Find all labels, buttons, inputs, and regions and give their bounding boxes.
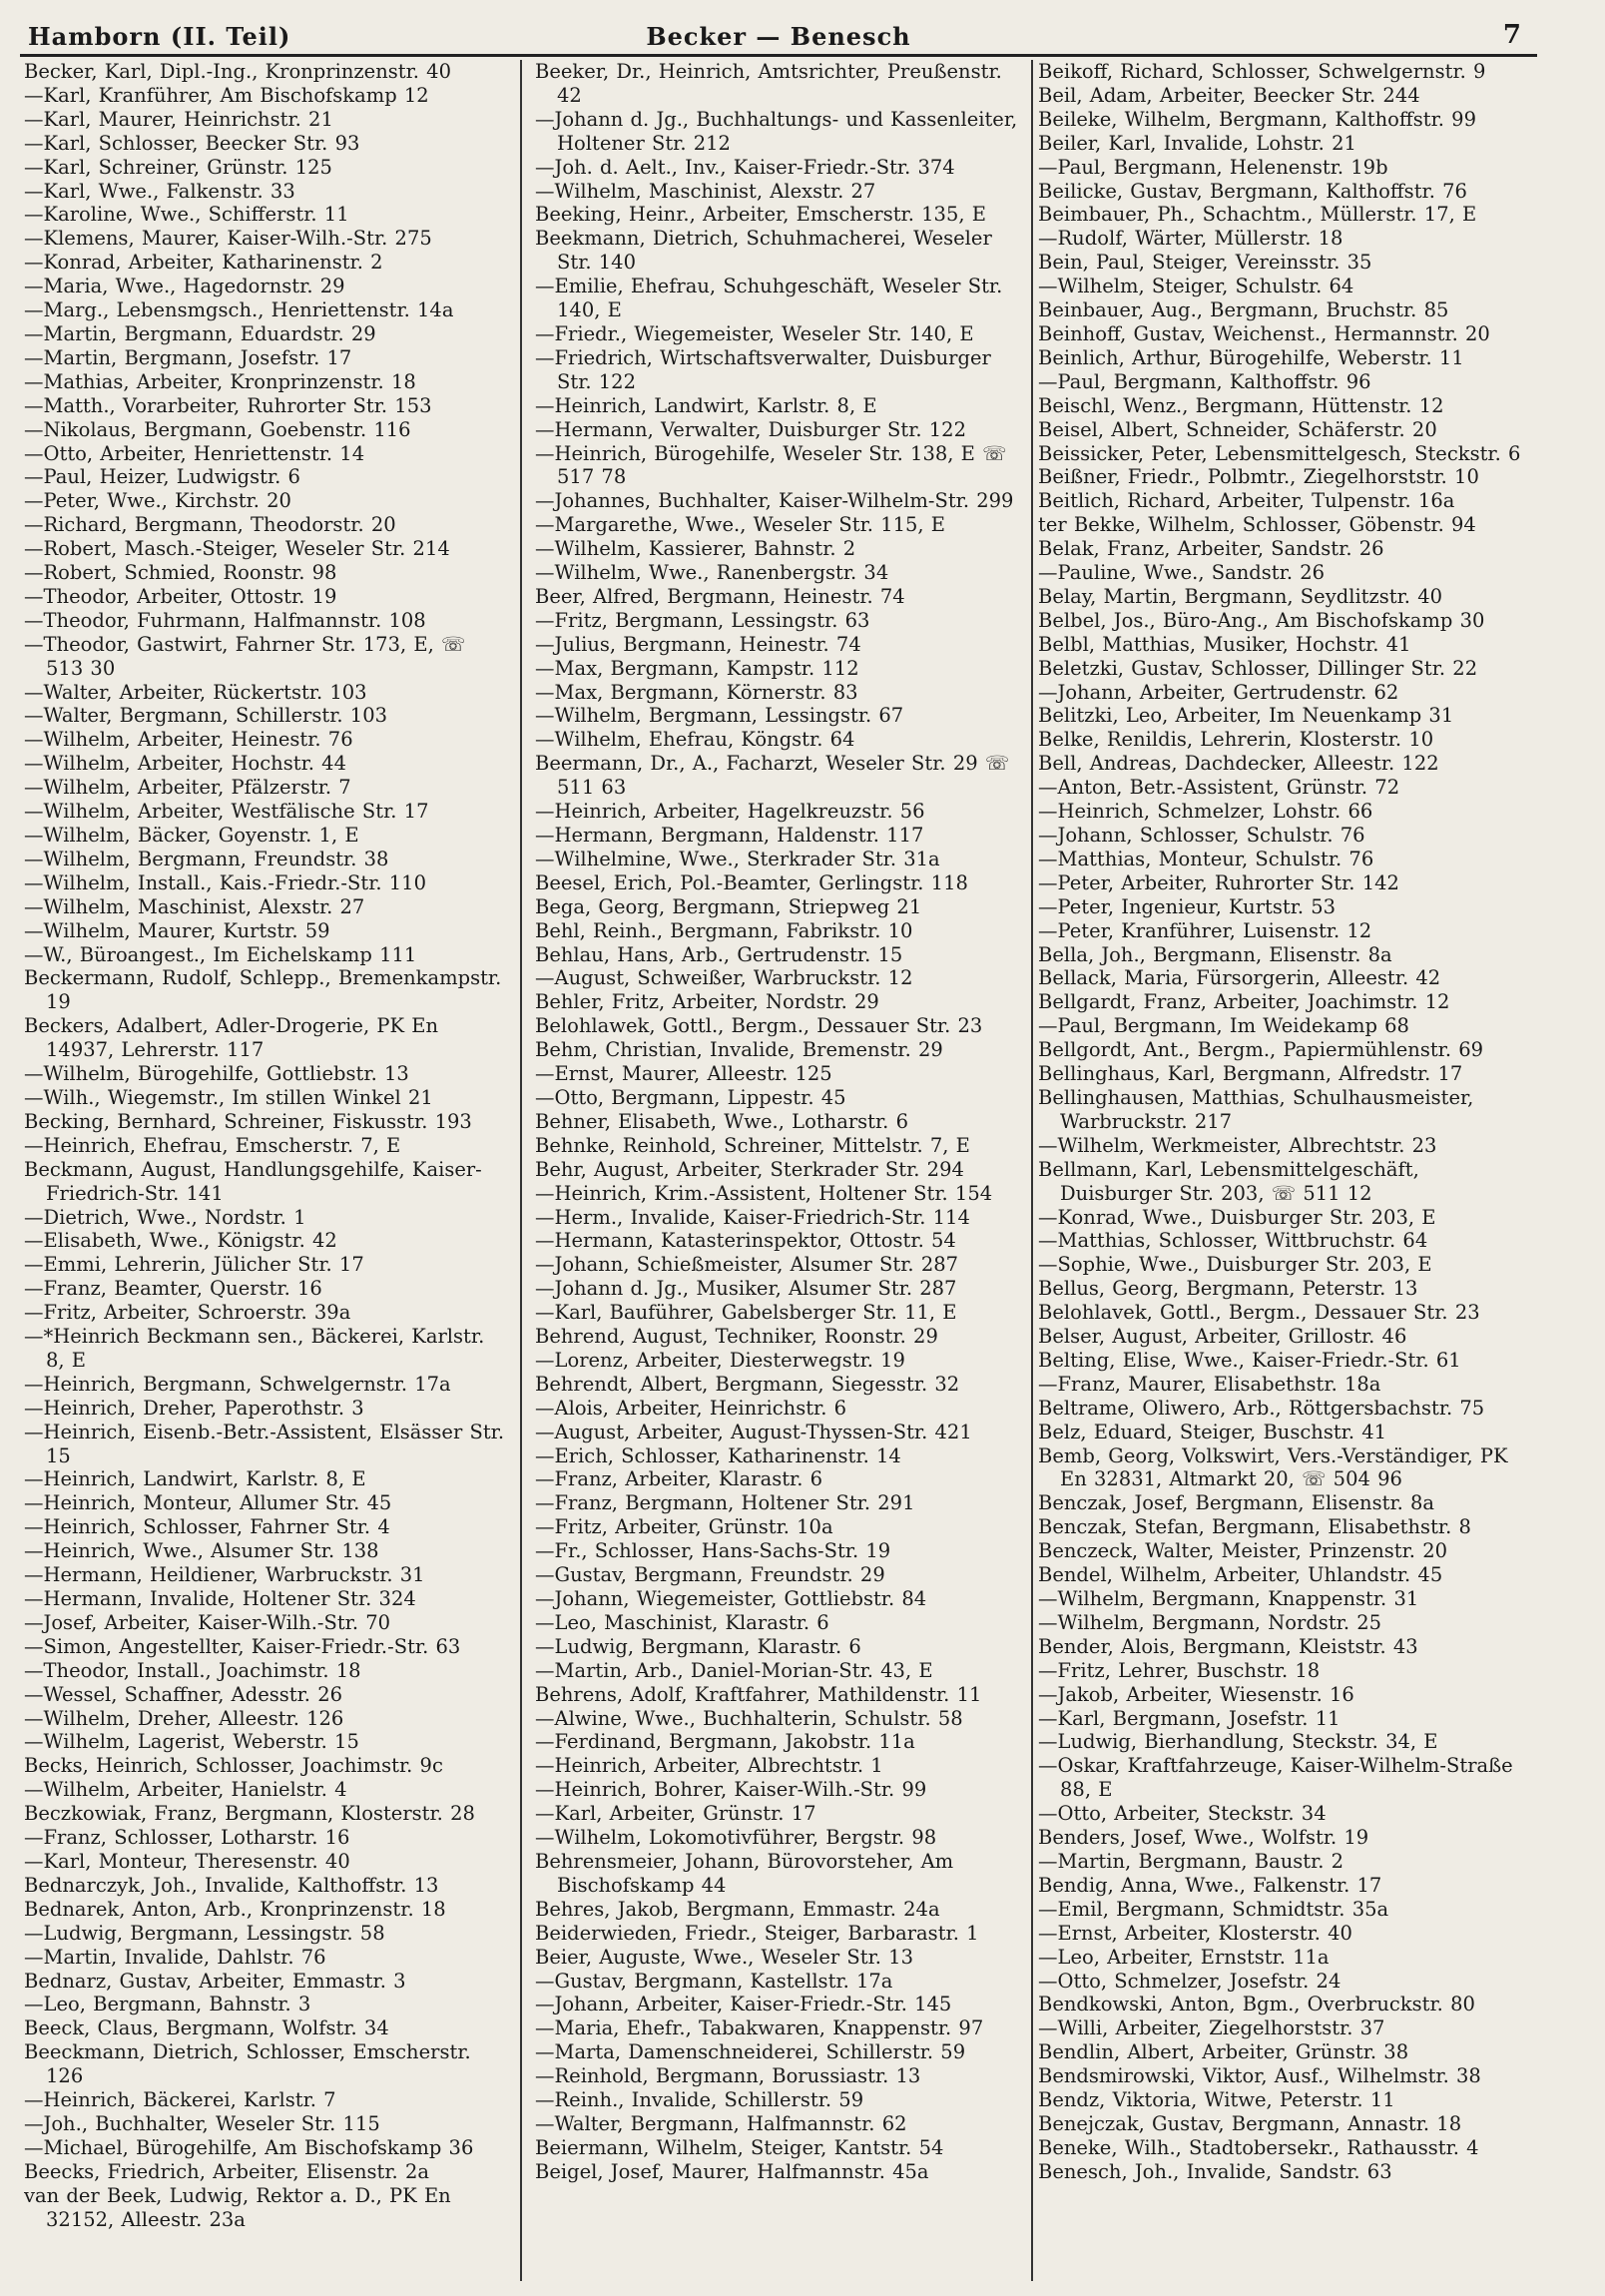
directory-entry: —Heinrich, Landwirt, Karlstr. 8, E [535,393,877,417]
directory-entry: —Wilhelm, Bergmann, Freundstr. 38 [24,847,389,870]
directory-entry: —Wilhelm, Maschinist, Alexstr. 27 [535,179,876,203]
directory-entry: Bender, Alois, Bergmann, Kleiststr. 43 [1038,1634,1418,1658]
directory-entry: Beltrame, Oliwero, Arb., Röttgersbachstr. 75 [1038,1396,1485,1420]
directory-entry: Beißner, Friedr., Polbmtr., Ziegelhorststr. 10 [1038,465,1479,489]
directory-entry: —Heinrich, Bürogehilfe, Weseler Str. 138, E ☏ 517 78 [535,441,1007,489]
directory-entry: Behm, Christian, Invalide, Bremenstr. 29 [535,1038,943,1062]
directory-entry: —Martin, Invalide, Dahlstr. 76 [24,1945,326,1969]
directory-entry: Becker, Karl, Dipl.-Ing., Kronprinzenstr. 40 [24,60,451,83]
column-2 [535,60,1028,2286]
directory-entry: —Richard, Bergmann, Theodorstr. 20 [24,513,396,537]
directory-entry: —Emilie, Ehefrau, Schuhgeschäft, Weseler Str. 140, E [535,275,1003,322]
directory-entry: —Martin, Bergmann, Baustr. 2 [1038,1849,1344,1873]
directory-entry: —Johann, Arbeiter, Gertrudenstr. 62 [1038,680,1399,704]
directory-entry: Beikoff, Richard, Schlosser, Schwelgernstr. 9 [1038,60,1486,83]
directory-entry: Bendel, Wilhelm, Arbeiter, Uhlandstr. 45 [1038,1563,1443,1587]
directory-entry: —Karl, Maurer, Heinrichstr. 21 [24,107,333,131]
directory-entry: —Johannes, Buchhalter, Kaiser-Wilhelm-Str. 299 [535,489,1014,513]
directory-entry: Beer, Alfred, Bergmann, Heinestr. 74 [535,584,905,608]
directory-entry: —Wilhelm, Maurer, Kurtstr. 59 [24,918,330,942]
page-header [20,14,1537,57]
directory-entry: —Paul, Bergmann, Im Weidekamp 68 [1038,1014,1409,1038]
directory-entry: —Alois, Arbeiter, Heinrichstr. 6 [535,1396,847,1420]
directory-entry: Belting, Elise, Wwe., Kaiser-Friedr.-Str. 61 [1038,1348,1461,1372]
directory-entry: —Wessel, Schaffner, Adesstr. 26 [24,1682,343,1706]
directory-entry: —Ludwig, Bergmann, Lessingstr. 58 [24,1921,385,1945]
directory-entry: Beeker, Dr., Heinrich, Amtsrichter, Preußenstr. 42 [535,60,1002,107]
directory-entry: Beletzki, Gustav, Schlosser, Dillinger Str. 22 [1038,656,1478,680]
column-1 [24,60,509,2286]
directory-entry: —Wilhelm, Lagerist, Weberstr. 15 [24,1730,359,1754]
directory-entry: Benejczak, Gustav, Bergmann, Annastr. 18 [1038,2111,1462,2135]
directory-entry: —Pauline, Wwe., Sandstr. 26 [1038,561,1326,585]
directory-entry: —Fritz, Arbeiter, Schroerstr. 39a [24,1301,351,1325]
directory-entry: —Ludwig, Bergmann, Klarastr. 6 [535,1634,861,1658]
directory-entry: Benczak, Josef, Bergmann, Elisenstr. 8a [1038,1491,1435,1515]
directory-entry: —Matthias, Schlosser, Wittbruchstr. 64 [1038,1229,1428,1253]
directory-entry: —Robert, Schmied, Roonstr. 98 [24,561,337,585]
directory-entry: —Karl, Bergmann, Josefstr. 11 [1038,1706,1340,1730]
directory-entry: —Simon, Angestellter, Kaiser-Friedr.-Str. 63 [24,1634,461,1658]
directory-entry: —Heinrich, Krim.-Assistent, Holtener Str. 154 [535,1181,993,1205]
directory-entry: —Rudolf, Wärter, Müllerstr. 18 [1038,227,1343,251]
directory-entry: —Hermann, Invalide, Holtener Str. 324 [24,1587,416,1610]
directory-entry: —Max, Bergmann, Körnerstr. 83 [535,680,858,704]
directory-entry: —Erich, Schlosser, Katharinenstr. 14 [535,1443,901,1467]
directory-entry: —Dietrich, Wwe., Nordstr. 1 [24,1205,306,1229]
directory-entry: —Emmi, Lehrerin, Jülicher Str. 17 [24,1253,364,1277]
directory-entry: —Hermann, Katasterinspektor, Ottostr. 54 [535,1229,956,1253]
directory-entry: —Franz, Maurer, Elisabethstr. 18a [1038,1372,1381,1396]
directory-entry: Beigel, Josef, Maurer, Halfmannstr. 45a [535,2159,929,2183]
directory-entry: —Wilhelm, Arbeiter, Hanielstr. 4 [24,1778,347,1802]
directory-entry: —Martin, Arb., Daniel-Morian-Str. 43, E [535,1658,933,1682]
directory-entry: —Heinrich, Bohrer, Kaiser-Wilh.-Str. 99 [535,1778,927,1802]
directory-entry: Beiler, Karl, Invalide, Lohstr. 21 [1038,131,1356,155]
directory-entry: Beckmann, August, Handlungsgehilfe, Kaiser-Friedrich-Str. 141 [24,1157,482,1205]
directory-entry: —Joh., Buchhalter, Weseler Str. 115 [24,2111,380,2135]
directory-entry: —Theodor, Fuhrmann, Halfmannstr. 108 [24,608,426,632]
directory-entry: —Wilh., Wiegemstr., Im stillen Winkel 21 [24,1085,433,1109]
directory-entry: —Wilhelm, Bäcker, Goyenstr. 1, E [24,824,359,847]
directory-entry: —Wilhelm, Kassierer, Bahnstr. 2 [535,537,856,561]
directory-entry: —Karl, Schreiner, Grünstr. 125 [24,155,332,179]
directory-entry: —Friedr., Wiegemeister, Weseler Str. 140, E [535,321,974,345]
directory-entry: —Fritz, Bergmann, Lessingstr. 63 [535,608,870,632]
directory-entry: —Joh. d. Aelt., Inv., Kaiser-Friedr.-Str. 374 [535,155,955,179]
directory-entry: —Fritz, Arbeiter, Grünstr. 10a [535,1515,833,1539]
directory-entry: Beeking, Heinr., Arbeiter, Emscherstr. 135, E [535,203,986,227]
directory-entry: —Heinrich, Bergmann, Schwelgernstr. 17a [24,1372,451,1396]
directory-entry: —Elisabeth, Wwe., Königstr. 42 [24,1229,337,1253]
directory-entry: —Heinrich, Monteur, Allumer Str. 45 [24,1491,392,1515]
directory-entry: Beinbauer, Aug., Bergmann, Bruchstr. 85 [1038,298,1449,322]
header-range: Becker — Benesch [646,22,911,51]
directory-entry: Beesel, Erich, Pol.-Beamter, Gerlingstr. 118 [535,870,968,894]
directory-entry: —Franz, Bergmann, Holtener Str. 291 [535,1491,915,1515]
directory-entry: —Wilhelm, Bergmann, Knappenstr. 31 [1038,1587,1419,1610]
directory-entry: Bella, Joh., Bergmann, Elisenstr. 8a [1038,942,1392,966]
directory-entry: —Karl, Schlosser, Beecker Str. 93 [24,131,360,155]
directory-entry: —Franz, Arbeiter, Klarastr. 6 [535,1467,823,1491]
directory-entry: Belz, Eduard, Steiger, Buschstr. 41 [1038,1420,1387,1443]
directory-entry: Beissicker, Peter, Lebensmittelgesch, Steckstr. 6 [1038,441,1521,465]
directory-entry: —Otto, Schmelzer, Josefstr. 24 [1038,1969,1341,1993]
directory-entry: —Oskar, Kraftfahrzeuge, Kaiser-Wilhelm-Straße 88, E [1038,1754,1513,1802]
directory-entry: Bellgardt, Franz, Arbeiter, Joachimstr. 12 [1038,990,1450,1014]
directory-entry: —Wilhelm, Maschinist, Alexstr. 27 [24,894,365,918]
directory-entry: —Hermann, Verwalter, Duisburger Str. 122 [535,417,966,441]
directory-entry: Beisel, Albert, Schneider, Schäferstr. 20 [1038,417,1437,441]
directory-entry: —Leo, Bergmann, Bahnstr. 3 [24,1993,311,2016]
directory-entry: —August, Arbeiter, August-Thyssen-Str. 421 [535,1420,972,1443]
directory-entry: —Karl, Wwe., Falkenstr. 33 [24,179,295,203]
directory-entry: Behrend, August, Techniker, Roonstr. 29 [535,1325,938,1349]
directory-entry: Behlau, Hans, Arb., Gertrudenstr. 15 [535,942,903,966]
directory-entry: van der Beek, Ludwig, Rektor a. D., PK En 32152, Alleestr. 23a [24,2183,451,2231]
directory-entry: Behrens, Adolf, Kraftfahrer, Mathildenstr. 11 [535,1682,982,1706]
directory-entry: Bednarz, Gustav, Arbeiter, Emmastr. 3 [24,1969,406,1993]
directory-entry: Bellus, Georg, Bergmann, Peterstr. 13 [1038,1277,1418,1301]
directory-entry: —Wilhelm, Ehefrau, Köngstr. 64 [535,728,855,752]
directory-entry: —Leo, Arbeiter, Ernststr. 11a [1038,1945,1330,1969]
directory-entry: Beimbauer, Ph., Schachtm., Müllerstr. 17, E [1038,203,1477,227]
directory-entry: Bega, Georg, Bergmann, Striepweg 21 [535,894,922,918]
directory-entry: —Heinrich, Bäckerei, Karlstr. 7 [24,2088,336,2112]
directory-entry: Bemb, Georg, Volkswirt, Vers.-Verständiger, PK En 32831, Altmarkt 20, ☏ 504 96 [1038,1443,1508,1491]
directory-entry: —Leo, Maschinist, Klarastr. 6 [535,1610,829,1634]
directory-entry: —Wilhelm, Bergmann, Lessingstr. 67 [535,704,904,728]
directory-entry: Bendkowski, Anton, Bgm., Overbruckstr. 80 [1038,1993,1475,2016]
directory-entry: —Heinrich, Schlosser, Fahrner Str. 4 [24,1515,390,1539]
directory-entry: —Peter, Wwe., Kirchstr. 20 [24,489,291,513]
directory-entry: —Wilhelm, Arbeiter, Westfälische Str. 17 [24,800,429,824]
directory-entry: —Heinrich, Dreher, Paperothstr. 3 [24,1396,364,1420]
directory-entry: Beiderwieden, Friedr., Steiger, Barbarastr. 1 [535,1921,979,1945]
directory-entry: —Wilhelm, Dreher, Alleestr. 126 [24,1706,344,1730]
directory-entry: Beeckmann, Dietrich, Schlosser, Emscherstr. 126 [24,2040,471,2088]
directory-entry: —Wilhelm, Wwe., Ranenbergstr. 34 [535,561,889,585]
directory-entry: —Konrad, Arbeiter, Katharinenstr. 2 [24,251,383,275]
directory-entry: —Margarethe, Wwe., Weseler Str. 115, E [535,513,946,537]
directory-entry: Beileke, Wilhelm, Bergmann, Kalthoffstr. 99 [1038,107,1476,131]
directory-entry: —Alwine, Wwe., Buchhalterin, Schulstr. 58 [535,1706,963,1730]
directory-entry: —Heinrich, Landwirt, Karlstr. 8, E [24,1467,366,1491]
directory-entry: —Matthias, Monteur, Schulstr. 76 [1038,847,1374,870]
directory-entry: —Fr., Schlosser, Hans-Sachs-Str. 19 [535,1539,891,1563]
directory-entry: —Konrad, Wwe., Duisburger Str. 203, E [1038,1205,1436,1229]
directory-entry: Benczak, Stefan, Bergmann, Elisabethstr. 8 [1038,1515,1471,1539]
directory-entry: ter Bekke, Wilhelm, Schlosser, Göbenstr. 94 [1038,513,1476,537]
directory-entry: Belohlawek, Gottl., Bergm., Dessauer Str. 23 [535,1014,983,1038]
directory-entry: —Karoline, Wwe., Schifferstr. 11 [24,203,349,227]
directory-entry: Bein, Paul, Steiger, Vereinsstr. 35 [1038,251,1372,275]
directory-entry: —Peter, Arbeiter, Ruhrorter Str. 142 [1038,870,1399,894]
directory-entry: —*Heinrich Beckmann sen., Bäckerei, Karlstr. 8, E [24,1325,485,1372]
directory-entry: Bendsmirowski, Viktor, Ausf., Wilhelmstr. 38 [1038,2064,1481,2088]
directory-entry: —Reinh., Invalide, Schillerstr. 59 [535,2088,864,2112]
directory-entry: —Martin, Bergmann, Eduardstr. 29 [24,321,376,345]
column-3 [1038,60,1537,2286]
directory-entry: Bendig, Anna, Wwe., Falkenstr. 17 [1038,1873,1382,1897]
directory-entry: —Walter, Bergmann, Schillerstr. 103 [24,704,388,728]
column-divider [520,60,522,2281]
directory-entry: Belser, August, Arbeiter, Grillostr. 46 [1038,1325,1407,1349]
directory-entry: —Johann, Arbeiter, Kaiser-Friedr.-Str. 145 [535,1993,952,2016]
directory-entry: —Heinrich, Wwe., Alsumer Str. 138 [24,1539,379,1563]
directory-entry: —Wilhelm, Install., Kais.-Friedr.-Str. 110 [24,870,426,894]
directory-entry: —Hermann, Bergmann, Haldenstr. 117 [535,824,924,847]
directory-entry: Behres, Jakob, Bergmann, Emmastr. 24a [535,1897,940,1921]
directory-entry: Beinhoff, Gustav, Weichenst., Hermannstr. 20 [1038,321,1490,345]
directory-entry: —Johann, Schießmeister, Alsumer Str. 287 [535,1253,959,1277]
directory-entry: —Nikolaus, Bergmann, Goebenstr. 116 [24,417,411,441]
directory-entry: —August, Schweißer, Warbruckstr. 12 [535,966,913,990]
directory-entry: Behrendt, Albert, Bergmann, Siegesstr. 32 [535,1372,960,1396]
directory-entry: —Wilhelm, Arbeiter, Hochstr. 44 [24,752,346,776]
directory-entry: —Wilhelm, Bürogehilfe, Gottliebstr. 13 [24,1062,409,1086]
directory-entry: —Theodor, Arbeiter, Ottostr. 19 [24,584,337,608]
directory-entry: —Reinhold, Bergmann, Borussiastr. 13 [535,2064,921,2088]
directory-entry: —Peter, Ingenieur, Kurtstr. 53 [1038,894,1337,918]
directory-entry: —Max, Bergmann, Kampstr. 112 [535,656,859,680]
header-section: Hamborn (II. Teil) [28,22,291,51]
directory-entry: Belbl, Matthias, Musiker, Hochstr. 41 [1038,632,1411,656]
directory-entry: —Willi, Arbeiter, Ziegelhorststr. 37 [1038,2016,1385,2040]
directory-entry: Bellack, Maria, Fürsorgerin, Alleestr. 42 [1038,966,1441,990]
directory-entry: —Robert, Masch.-Steiger, Weseler Str. 214 [24,537,450,561]
directory-entry: —Mathias, Arbeiter, Kronprinzenstr. 18 [24,369,416,393]
directory-entry: —Matth., Vorarbeiter, Ruhrorter Str. 153 [24,393,432,417]
directory-entry: —Otto, Arbeiter, Steckstr. 34 [1038,1802,1327,1826]
directory-entry: Behr, August, Arbeiter, Sterkrader Str. 294 [535,1157,964,1181]
directory-entry: —Johann d. Jg., Musiker, Alsumer Str. 287 [535,1277,957,1301]
directory-entry: Beinlich, Arthur, Bürogehilfe, Weberstr. 11 [1038,345,1464,369]
directory-entry: Beermann, Dr., A., Facharzt, Weseler Str. 29 ☏ 511 63 [535,752,1010,800]
directory-entry: —Maria, Wwe., Hagedornstr. 29 [24,275,345,298]
directory-entry: Beneke, Wilh., Stadtobersekr., Rathausstr. 4 [1038,2135,1479,2159]
directory-entry: —Martin, Bergmann, Josefstr. 17 [24,345,352,369]
directory-entry: —Emil, Bergmann, Schmidtstr. 35a [1038,1897,1389,1921]
directory-entry: —Paul, Bergmann, Helenenstr. 19b [1038,155,1388,179]
directory-entry: Belak, Franz, Arbeiter, Sandstr. 26 [1038,537,1384,561]
directory-entry: —Anton, Betr.-Assistent, Grünstr. 72 [1038,776,1400,800]
directory-entry: Behl, Reinh., Bergmann, Fabrikstr. 10 [535,918,913,942]
directory-entry: —Friedrich, Wirtschaftsverwalter, Duisburger Str. 122 [535,345,991,393]
directory-entry: —Ernst, Arbeiter, Klosterstr. 40 [1038,1921,1352,1945]
directory-entry: —Otto, Arbeiter, Henriettenstr. 14 [24,441,365,465]
directory-entry: Bednarczyk, Joh., Invalide, Kalthoffstr. 13 [24,1873,439,1897]
directory-entry: Beischl, Wenz., Bergmann, Hüttenstr. 12 [1038,393,1444,417]
directory-entry: —Gustav, Bergmann, Freundstr. 29 [535,1563,885,1587]
directory-entry: Beczkowiak, Franz, Bergmann, Klosterstr. 28 [24,1802,475,1826]
directory-entry: Bednarek, Anton, Arb., Kronprinzenstr. 18 [24,1897,446,1921]
directory-entry: Beitlich, Richard, Arbeiter, Tulpenstr. 16a [1038,489,1455,513]
directory-entry: Bellinghaus, Karl, Bergmann, Alfredstr. 17 [1038,1062,1463,1086]
directory-entry: —Walter, Arbeiter, Rückertstr. 103 [24,680,367,704]
directory-entry: —Theodor, Gastwirt, Fahrner Str. 173, E, ☏ 513 30 [24,632,466,680]
directory-entry: Behler, Fritz, Arbeiter, Nordstr. 29 [535,990,879,1014]
directory-entry: —Walter, Bergmann, Halfmannstr. 62 [535,2111,907,2135]
directory-entry: —Wilhelm, Steiger, Schulstr. 64 [1038,275,1354,298]
directory-entry: —Heinrich, Schmelzer, Lohstr. 66 [1038,800,1373,824]
directory-entry: Belke, Renildis, Lehrerin, Klosterstr. 10 [1038,728,1434,752]
directory-entry: —Franz, Schlosser, Lotharstr. 16 [24,1826,350,1850]
directory-entry: —Karl, Monteur, Theresenstr. 40 [24,1849,350,1873]
directory-entry: —Wilhelm, Arbeiter, Heinestr. 76 [24,728,353,752]
directory-entry: Behnke, Reinhold, Schreiner, Mittelstr. 7, E [535,1133,970,1157]
directory-entry: Belay, Martin, Bergmann, Seydlitzstr. 40 [1038,584,1443,608]
directory-entry: —Heinrich, Eisenb.-Betr.-Assistent, Elsässer Str. 15 [24,1420,505,1467]
directory-entry: —Marta, Damenschneiderei, Schillerstr. 59 [535,2040,966,2064]
page-number: 7 [1502,20,1521,50]
directory-entry: Beier, Auguste, Wwe., Weseler Str. 13 [535,1945,913,1969]
directory-entry: —Paul, Heizer, Ludwigstr. 6 [24,465,300,489]
directory-entry: Bellinghausen, Matthias, Schulhausmeister, Warbruckstr. 217 [1038,1085,1474,1133]
directory-entry: Belitzki, Leo, Arbeiter, Im Neuenkamp 31 [1038,704,1454,728]
directory-entry: —Josef, Arbeiter, Kaiser-Wilh.-Str. 70 [24,1610,391,1634]
directory-entry: —Johann, Schlosser, Schulstr. 76 [1038,824,1365,847]
directory-entry: Behrensmeier, Johann, Bürovorsteher, Am Bischofskamp 44 [535,1849,954,1897]
directory-entry: —Fritz, Lehrer, Buschstr. 18 [1038,1658,1321,1682]
directory-entry: Bellgordt, Ant., Bergm., Papiermühlenstr. 69 [1038,1038,1484,1062]
directory-entry: Benczeck, Walter, Meister, Prinzenstr. 20 [1038,1539,1448,1563]
directory-entry: Beil, Adam, Arbeiter, Beecker Str. 244 [1038,83,1420,107]
directory-entry: —Peter, Kranführer, Luisenstr. 12 [1038,918,1372,942]
directory-entry: Behner, Elisabeth, Wwe., Lotharstr. 6 [535,1109,908,1133]
directory-entry: Bell, Andreas, Dachdecker, Alleestr. 122 [1038,752,1439,776]
directory-entry: —Sophie, Wwe., Duisburger Str. 203, E [1038,1253,1432,1277]
directory-entry: —Lorenz, Arbeiter, Diesterwegstr. 19 [535,1348,905,1372]
directory-entry: —Ferdinand, Bergmann, Jakobstr. 11a [535,1730,915,1754]
directory-entry: —Wilhelmine, Wwe., Sterkrader Str. 31a [535,847,940,870]
directory-entry: —Franz, Beamter, Querstr. 16 [24,1277,322,1301]
directory-entry: —Michael, Bürogehilfe, Am Bischofskamp 36 [24,2135,474,2159]
directory-entry: —Marg., Lebensmgsch., Henriettenstr. 14a [24,298,454,322]
directory-entry: —Ludwig, Bierhandlung, Steckstr. 34, E [1038,1730,1438,1754]
directory-entry: Beckermann, Rudolf, Schlepp., Bremenkampstr. 19 [24,966,502,1014]
directory-entry: Bendlin, Albert, Arbeiter, Grünstr. 38 [1038,2040,1409,2064]
directory-entry: —Wilhelm, Lokomotivführer, Bergstr. 98 [535,1826,937,1850]
directory-entry: —Gustav, Bergmann, Kastellstr. 17a [535,1969,893,1993]
directory-entry: —Wilhelm, Bergmann, Nordstr. 25 [1038,1610,1382,1634]
directory-entry: Beeck, Claus, Bergmann, Wolfstr. 34 [24,2016,389,2040]
directory-entry: Beckers, Adalbert, Adler-Drogerie, PK En 14937, Lehrerstr. 117 [24,1014,439,1062]
directory-entry: —Karl, Arbeiter, Grünstr. 17 [535,1802,816,1826]
directory-entry: —Wilhelm, Arbeiter, Pfälzerstr. 7 [24,776,351,800]
directory-entry: Benesch, Joh., Invalide, Sandstr. 63 [1038,2159,1392,2183]
directory-entry: Beiermann, Wilhelm, Steiger, Kantstr. 54 [535,2135,944,2159]
directory-entry: —Paul, Bergmann, Kalthoffstr. 96 [1038,369,1371,393]
directory-entry: —Heinrich, Arbeiter, Hagelkreuzstr. 56 [535,800,925,824]
directory-entry: Beecks, Friedrich, Arbeiter, Elisenstr. 2a [24,2159,429,2183]
directory-entry: Becking, Bernhard, Schreiner, Fiskusstr. 193 [24,1109,472,1133]
directory-entry: —Maria, Ehefr., Tabakwaren, Knappenstr. 97 [535,2016,984,2040]
directory-entry: —Herm., Invalide, Kaiser-Friedrich-Str. 114 [535,1205,970,1229]
directory-entry: —Otto, Bergmann, Lippestr. 45 [535,1085,846,1109]
directory-entry: —Jakob, Arbeiter, Wiesenstr. 16 [1038,1682,1354,1706]
directory-entry: Beilicke, Gustav, Bergmann, Kalthoffstr. 76 [1038,179,1467,203]
directory-entry: Benders, Josef, Wwe., Wolfstr. 19 [1038,1826,1369,1850]
directory-entry: —Johann d. Jg., Buchhaltungs- und Kassenleiter, Holtener Str. 212 [535,107,1018,155]
directory-entry: —Johann, Wiegemeister, Gottliebstr. 84 [535,1587,927,1610]
directory-entry: —Julius, Bergmann, Heinestr. 74 [535,632,861,656]
directory-entry: —Theodor, Install., Joachimstr. 18 [24,1658,361,1682]
directory-entry: —Karl, Kranführer, Am Bischofskamp 12 [24,83,429,107]
directory-entry: Becks, Heinrich, Schlosser, Joachimstr. 9c [24,1754,443,1778]
directory-entry: —Heinrich, Arbeiter, Albrechtstr. 1 [535,1754,883,1778]
directory-entry: Belohlavek, Gottl., Bergm., Dessauer Str. 23 [1038,1301,1480,1325]
directory-entry: —W., Büroangest., Im Eichelskamp 111 [24,942,417,966]
directory-entry: Belbel, Jos., Büro-Ang., Am Bischofskamp 30 [1038,608,1485,632]
directory-entry: —Wilhelm, Werkmeister, Albrechtstr. 23 [1038,1133,1437,1157]
directory-entry: —Karl, Bauführer, Gabelsberger Str. 11, E [535,1301,957,1325]
directory-entry: —Heinrich, Ehefrau, Emscherstr. 7, E [24,1133,401,1157]
directory-entry: —Hermann, Heildiener, Warbruckstr. 31 [24,1563,425,1587]
column-divider [1031,60,1033,2281]
directory-entry: Bellmann, Karl, Lebensmittelgeschäft, Duisburger Str. 203, ☏ 511 12 [1038,1157,1419,1205]
directory-entry: Bendz, Viktoria, Witwe, Peterstr. 11 [1038,2088,1395,2112]
directory-entry: —Ernst, Maurer, Alleestr. 125 [535,1062,832,1086]
directory-entry: —Klemens, Maurer, Kaiser-Wilh.-Str. 275 [24,227,432,251]
directory-entry: Beekmann, Dietrich, Schuhmacherei, Weseler Str. 140 [535,227,992,275]
